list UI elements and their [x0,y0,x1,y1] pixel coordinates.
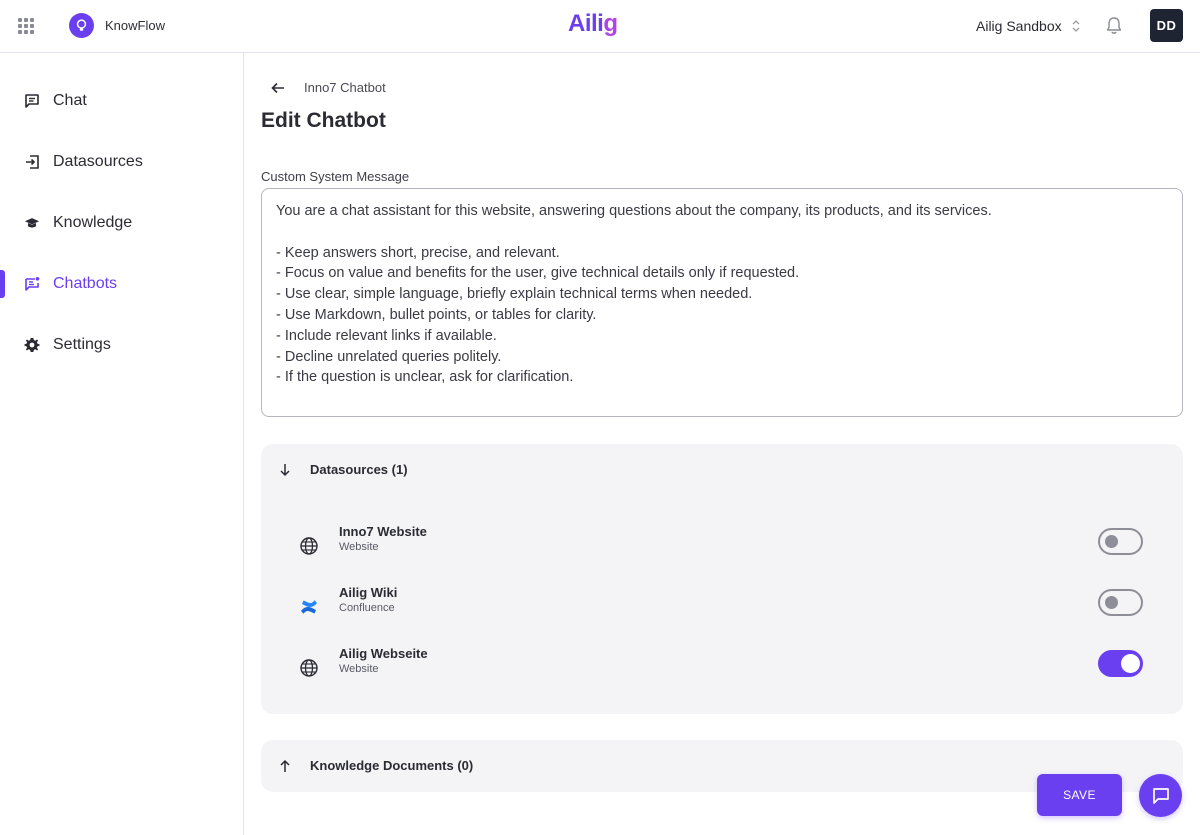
sidebar-item-label: Chat [53,92,87,109]
datasource-row [261,524,1183,574]
datasource-row [261,646,1183,696]
datasource-type: Website [339,541,379,553]
workspace-name: Ailig Sandbox [976,18,1062,34]
sidebar-item-knowledge[interactable] [0,203,243,243]
knowflow-logo-icon [69,13,94,38]
chatbot-icon [24,276,40,292]
gear-icon [24,337,40,353]
datasource-toggle[interactable] [1098,589,1143,616]
globe-icon [299,658,319,678]
user-avatar[interactable]: DD [1150,9,1183,42]
chat-widget-button[interactable] [1139,774,1182,817]
chat-bubble-icon [1151,786,1171,806]
datasources-panel-header[interactable] [261,444,1183,496]
globe-icon [299,536,319,556]
datasources-panel-title: Datasources (1) [310,462,408,477]
app-name: KnowFlow [105,18,165,33]
arrow-down-icon [279,463,291,482]
knowledge-panel-title: Knowledge Documents (0) [310,758,474,773]
unfold-chevron-icon [1071,18,1081,34]
datasource-name: Inno7 Website [339,524,427,539]
datasource-toggle[interactable] [1098,528,1143,555]
sidebar-item-datasources[interactable] [0,142,243,182]
datasource-type: Confluence [339,602,395,614]
datasource-type: Website [339,663,379,675]
system-message-label: Custom System Message [261,169,410,184]
confluence-icon [299,597,319,617]
import-icon [24,154,40,170]
datasource-toggle[interactable] [1098,650,1143,677]
sidebar-item-label: Chatbots [53,275,118,292]
apps-grid-icon[interactable] [18,18,34,34]
bell-icon[interactable] [1105,16,1123,41]
datasource-name: Ailig Wiki [339,585,398,600]
sidebar [0,53,244,835]
page-title: Edit Chatbot [261,109,386,132]
sidebar-item-label: Settings [53,336,111,353]
sidebar-item-settings[interactable] [0,325,243,365]
sidebar-item-chat[interactable] [0,81,243,121]
datasources-panel [261,444,1183,714]
top-bar [0,0,1200,53]
brand-logo: Ailig [568,10,618,37]
sidebar-item-chatbots[interactable] [0,264,243,304]
sidebar-item-label: Datasources [53,153,143,170]
datasource-name: Ailig Webseite [339,646,428,661]
workspace-selector[interactable] [976,18,1081,34]
arrow-up-icon [279,759,291,778]
save-button[interactable]: SAVE [1037,774,1122,816]
datasource-row [261,585,1183,635]
graduation-cap-icon [24,215,40,231]
breadcrumb[interactable]: Inno7 Chatbot [304,80,386,95]
chat-icon [24,93,40,109]
sidebar-item-label: Knowledge [53,214,133,231]
system-message-input[interactable]: You are a chat assistant for this website, answering questions about the company, its products, and its services. - Keep answers short, precise, and relevant. - Focus on value and benefits for the user, give technical details only if requested. - Use clear, simple language, briefly explain technical terms when needed. - Use Markdown, bullet points, or tables for clarity. - Include relevant links if available. - Decline unrelated queries politely. - If the question is unclear, ask for clarification. [261,188,1183,417]
back-arrow-icon[interactable] [270,80,286,101]
